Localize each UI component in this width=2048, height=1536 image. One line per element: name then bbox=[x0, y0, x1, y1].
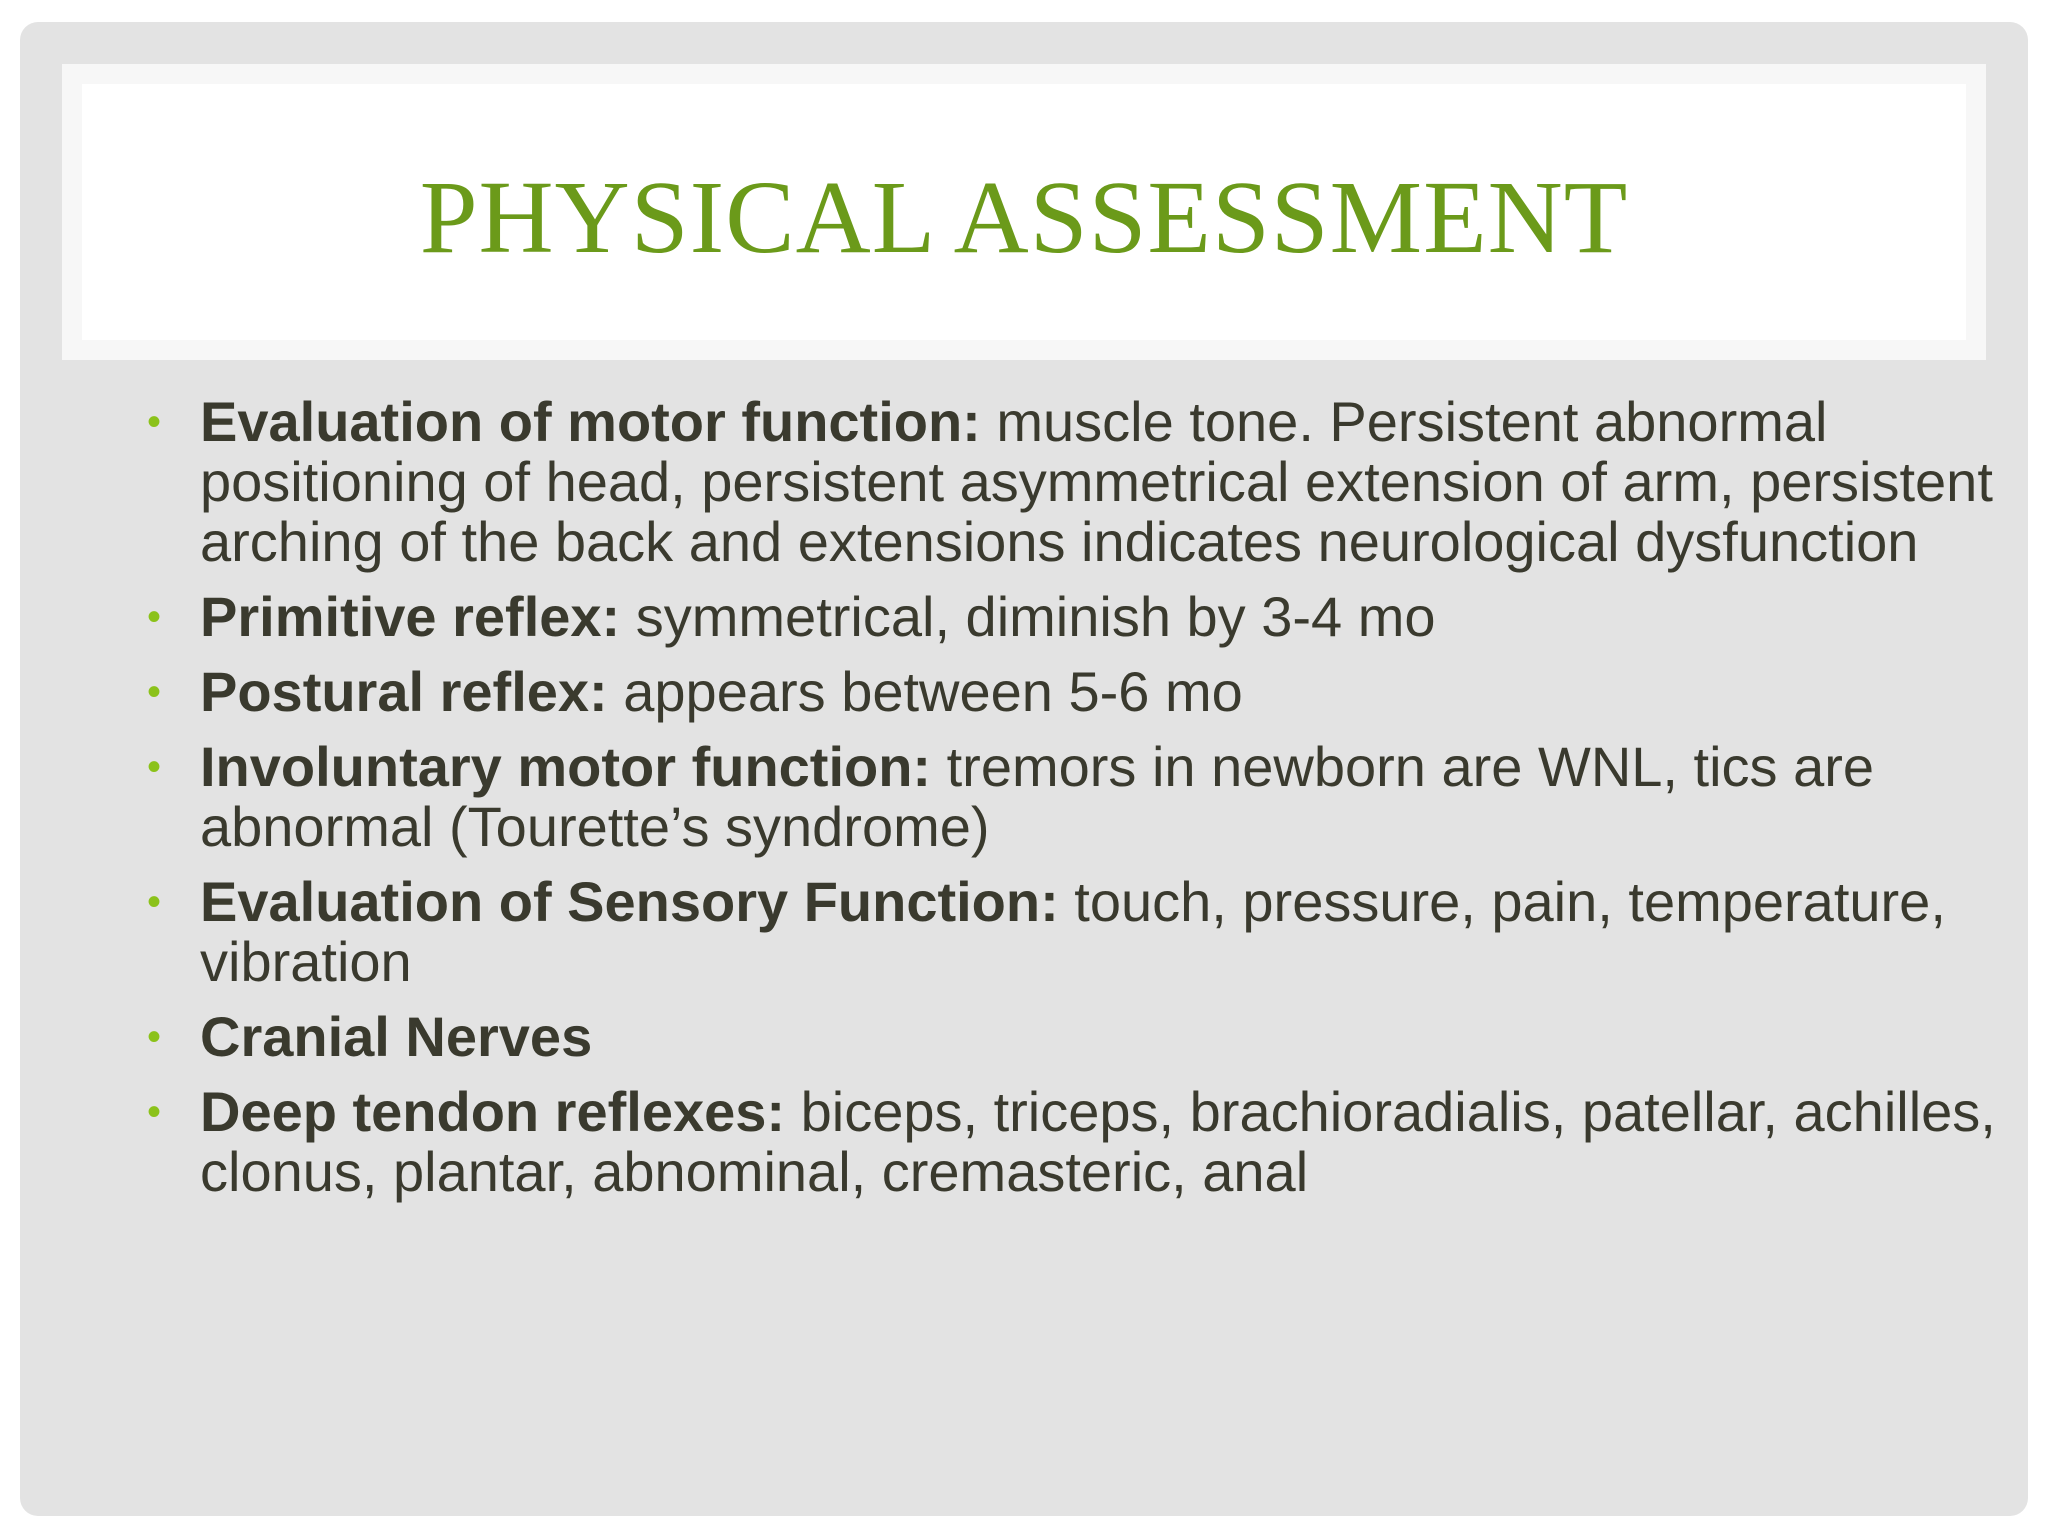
bullet-item-sensory-function bbox=[147, 872, 2007, 992]
bullet-dot-icon: • bbox=[147, 595, 162, 639]
slide bbox=[20, 22, 2028, 1516]
bullet-item-primitive-reflex bbox=[147, 587, 2007, 647]
bullet-term: Postural reflex: bbox=[200, 660, 608, 723]
bullet-item-postural-reflex bbox=[147, 662, 2007, 722]
bullet-text: muscle tone. Persistent abnormal positioning of head, persistent asymmetrical extension of arm, persistent arching of the back and extensions indicates neurological dysfunction bbox=[200, 390, 1993, 573]
bullet-item-cranial-nerves bbox=[147, 1007, 2007, 1067]
bullet-term: Cranial Nerves bbox=[200, 1005, 593, 1068]
bullet-dot-icon: • bbox=[147, 880, 162, 924]
bullet-list bbox=[147, 392, 2007, 1202]
bullet-text: appears between 5-6 mo bbox=[607, 660, 1243, 723]
bullet-item-deep-tendon-reflexes bbox=[147, 1082, 2007, 1202]
bullet-dot-icon: • bbox=[147, 1015, 162, 1059]
bullet-dot-icon: • bbox=[147, 400, 162, 444]
bullet-term: Evaluation of motor function: bbox=[200, 390, 981, 453]
bullet-term: Deep tendon reflexes: bbox=[200, 1080, 786, 1143]
bullet-text: tremors in newborn are WNL, tics are abnormal (Tourette’s syndrome) bbox=[200, 735, 1875, 858]
title-box bbox=[82, 84, 1966, 340]
bullet-dot-icon: • bbox=[147, 670, 162, 714]
bullet-item-involuntary-motor bbox=[147, 737, 2007, 857]
bullet-dot-icon: • bbox=[147, 1090, 162, 1134]
bullet-text: biceps, triceps, brachioradialis, patellar, achilles, clonus, plantar, abnominal, cremasteric, anal bbox=[200, 1080, 1996, 1203]
bullet-text: symmetrical, diminish by 3-4 mo bbox=[620, 585, 1436, 648]
bullet-item-motor-function bbox=[147, 392, 2007, 572]
slide-content bbox=[147, 392, 2007, 1217]
bullet-term: Primitive reflex: bbox=[200, 585, 621, 648]
slide-title: PHYSICAL ASSESSMENT bbox=[419, 160, 1629, 275]
bullet-term: Involuntary motor function: bbox=[200, 735, 932, 798]
bullet-text: touch, pressure, pain, temperature, vibration bbox=[200, 870, 1946, 993]
bullet-dot-icon: • bbox=[147, 745, 162, 789]
bullet-term: Evaluation of Sensory Function: bbox=[200, 870, 1059, 933]
